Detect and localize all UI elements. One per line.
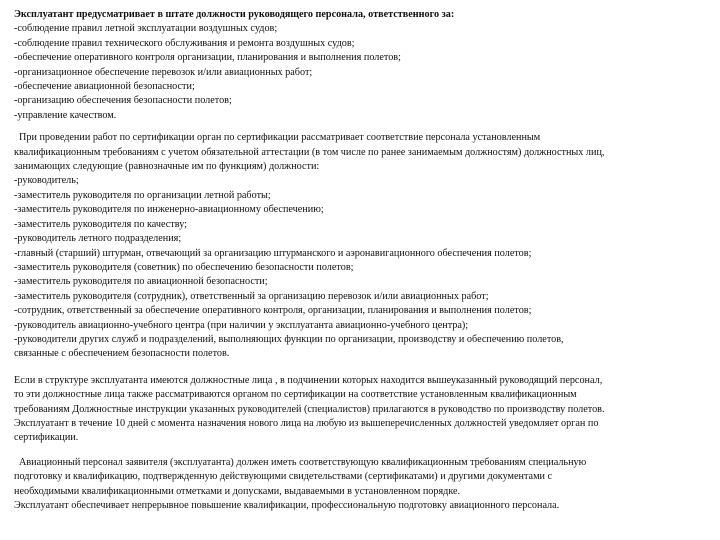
list-item: -организацию обеспечения безопасности полетов; [14,95,232,107]
list-item: -руководитель летного подразделения; [14,233,182,245]
section-subordinate-officials [14,374,710,446]
list-item: -обеспечение оперативного контроля организации, планирования и выполнения полетов; [14,52,401,64]
paragraph-line: то эти должностные лица также рассматриваются органом по сертификации на соответствие установленным квалификационным [14,389,577,401]
section-aviation-personnel [14,456,710,514]
list-item: -организационное обеспечение перевозок и/или авиационных работ; [14,66,313,78]
list-item: -заместитель руководителя (советник) по обеспечению безопасности полетов; [14,261,354,273]
list-item: -соблюдение правил технического обслуживания и ремонта воздушных судов; [14,37,355,49]
paragraph-line: Эксплуатант в течение 10 дней с момента назначения нового лица на любую из вышеперечисленных должностей уведомляет орган по [14,417,599,429]
section-management-duties [14,8,710,123]
list-item: -заместитель руководителя по организации летной работы; [14,189,271,201]
list-item: -соблюдение правил летной эксплуатации воздушных судов; [14,23,278,35]
list-item: связанные с обеспечением безопасности полетов. [14,348,230,360]
paragraph-line: сертификации. [14,432,79,444]
paragraph-line: Если в структуре эксплуатанта имеются должностные лица , в подчинении которых находится вышеуказанный руководящий персонал, [14,374,603,386]
paragraph-line: квалификационным требованиям с учетом обязательной аттестации (в том числе по ранее занимаемым должностям) должностных лиц, [14,146,605,158]
paragraph-line: Эксплуатант обеспечивает непрерывное повышение квалификации, профессиональную подготовку авиационного персонала. [14,500,560,511]
section-certification-positions [14,131,710,362]
list-item: -сотрудник, ответственный за обеспечение оперативного контроля, организации, планирования и выполнения полетов; [14,305,532,317]
paragraph-line: необходимыми квалификационными отметками и допусками, выдаваемыми в установленном порядке. [14,485,461,497]
list-item: -управление качеством. [14,109,117,121]
list-item: -главный (старший) штурман, отвечающий за организацию штурманского и аэронавигационного обеспечения полетов; [14,247,532,259]
list-item: -заместитель руководителя по качеству; [14,218,188,230]
list-item: -руководитель; [14,175,79,187]
paragraph-line: занимающих следующие (равнозначные им по функциям) должности: [14,161,320,173]
list-item: -руководители других служб и подразделений, выполняющих функции по организации, производству и обеспечению полетов, [14,333,564,345]
list-item: -обеспечение авиационной безопасности; [14,81,195,93]
section-heading: Эксплуатант предусматривает в штате должности руководящего персонала, ответственного за: [14,9,455,20]
list-item: -заместитель руководителя по авиационной безопасности; [14,276,268,288]
list-item: -заместитель руководителя по инженерно-авиационному обеспечению; [14,204,324,216]
paragraph-line: При проведении работ по сертификации орган по сертификации рассматривает соответствие персонала установленным [19,132,541,144]
list-item: -руководитель авиационно-учебного центра (при наличии у эксплуатанта авиационно-учебного центра); [14,319,469,331]
paragraph-line: Авиационный персонал заявителя (эксплуатанта) должен иметь соответствующую квалификационным требованиям специальную [19,456,587,468]
list-item: -заместитель руководителя (сотрудник), ответственный за организацию перевозок и/или авиационных работ; [14,290,489,302]
paragraph-line: требованиям Должностные инструкции указанных руководителей (специалистов) прилагаются в руководство по производству полетов. [14,403,605,415]
paragraph-line: подготовку и квалификацию, подтвержденную действующими свидетельствами (сертификатами) и другими документами с [14,471,553,483]
